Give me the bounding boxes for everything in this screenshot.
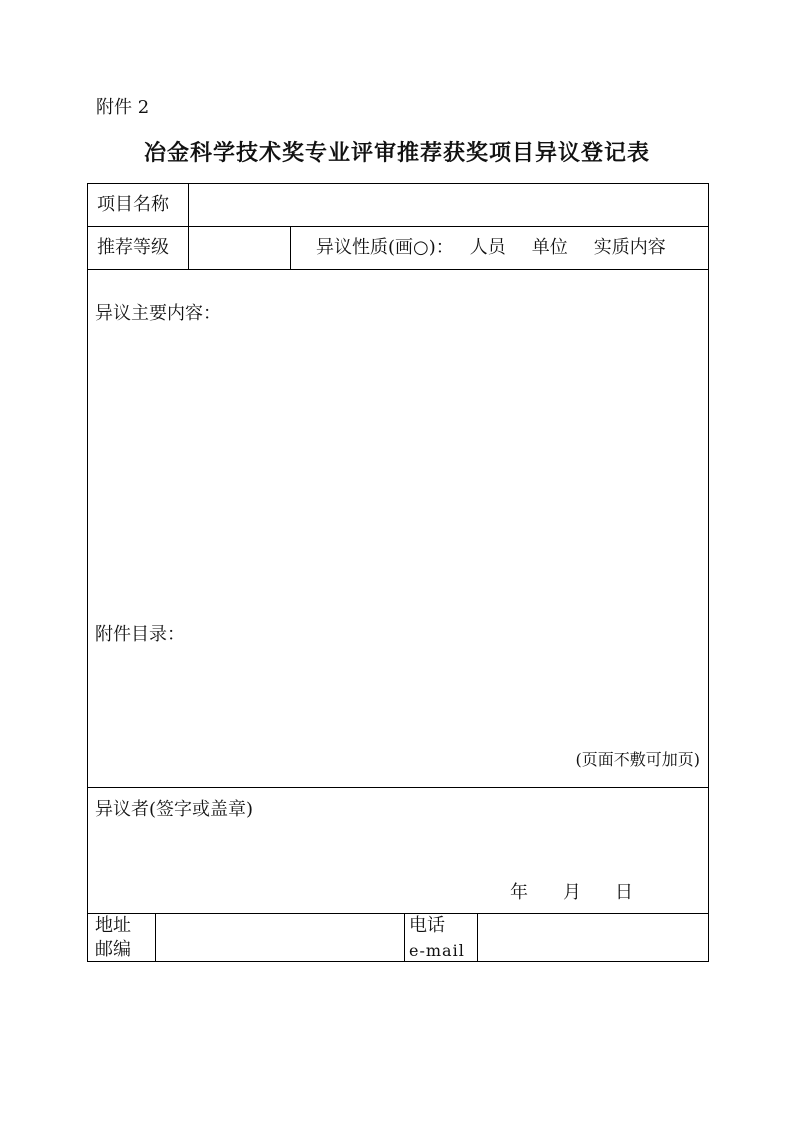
page-note: (页面不敷可加页) [575,750,700,769]
rank-field[interactable] [194,236,284,260]
postcode-label: 邮编 [95,939,131,960]
project-name-label: 项目名称 [97,194,169,215]
nature-row [316,236,666,260]
date-year: 年 [510,882,528,903]
phone-email-field[interactable] [484,924,704,952]
column-divider [155,913,156,962]
column-divider [477,913,478,962]
address-label: 地址 [95,915,131,936]
rank-label: 推荐等级 [97,237,169,258]
phone-label: 电话 [409,915,445,936]
date-day: 日 [615,882,633,903]
attachments-label: 附件目录： [95,624,185,645]
email-label: e-mail [409,941,465,960]
nature-option-substance[interactable]: 实质内容 [593,237,666,258]
address-field[interactable] [162,924,398,952]
content-label: 异议主要内容： [95,303,221,324]
row-divider [88,269,708,270]
attachment-label: 附件 2 [96,97,150,118]
form-title: 冶金科学技术奖专业评审推荐获奖项目异议登记表 [143,140,650,166]
date-month: 月 [563,882,581,903]
nature-label: 异议性质(画○)： [316,237,454,258]
objection-form-table [87,183,709,962]
row-divider [88,913,708,914]
column-divider [290,226,291,269]
column-divider [188,184,189,269]
objector-label: 异议者(签字或盖章) [95,799,254,820]
column-divider [404,913,405,962]
project-name-field[interactable] [198,193,698,217]
nature-option-personnel[interactable]: 人员 [469,237,506,258]
row-divider [88,787,708,788]
row-divider [88,226,708,227]
nature-option-unit[interactable]: 单位 [531,237,568,258]
